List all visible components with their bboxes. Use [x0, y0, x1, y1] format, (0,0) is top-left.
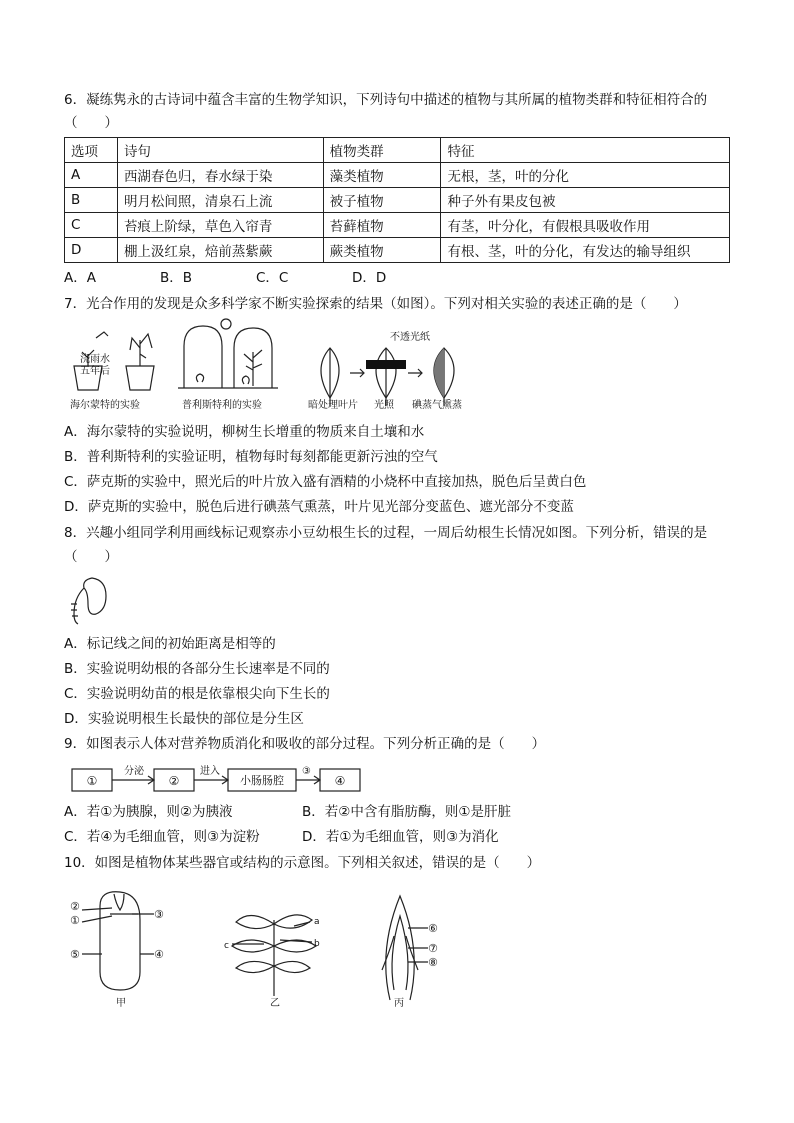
bud-inner-shape — [392, 916, 408, 990]
q9-option-d: D．若①为毛细血管，则③为消化 — [302, 829, 499, 845]
q7-option-a: A．海尔蒙特的实验说明，柳树生长增重的物质来自土壤和水 — [64, 424, 425, 440]
table-cell: 有根、茎，叶的分化，有发达的输导组织 — [441, 238, 730, 263]
q9-flow-diagram — [70, 762, 366, 796]
flow-arrow-3-label: ③ — [302, 766, 311, 777]
q9-option-b: B．若②中含有脂肪酶，则①是肝脏 — [302, 804, 511, 820]
large-willow-shape — [130, 334, 152, 366]
label-n1: ① — [70, 914, 80, 927]
q7-option-d: D．萨克斯的实验中，脱色后进行碘蒸气熏蒸，叶片见光部分变蓝色、遮光部分不变蓝 — [64, 499, 574, 515]
q7-option-c: C．萨克斯的实验中，照光后的叶片放入盛有酒精的小烧杯中直接加热，脱色后呈黄白色 — [64, 474, 587, 490]
flow-arrow-1-label: 分泌 — [124, 766, 144, 777]
q6-option-c: C．C — [256, 270, 289, 286]
table-cell: 无根，茎，叶的分化 — [441, 163, 730, 188]
label-n3: ③ — [154, 908, 164, 921]
q9-option-a: A．若①为胰腺，则②为胰液 — [64, 804, 233, 820]
plant-structures-illustration — [64, 880, 464, 1010]
q8-stem: 8．兴趣小组同学利用画线标记观察赤小豆幼根生长的过程，一周后幼根生长情况如图。下列分析，错误的是 — [64, 525, 708, 541]
table-cell: 有茎，叶分化，有假根具吸收作用 — [441, 213, 730, 238]
q7-stem: 7．光合作用的发现是众多科学家不断实验探索的结果（如图）。下列对相关实验的表述正确的是（ ） — [64, 296, 687, 312]
table-row — [65, 238, 730, 263]
flow-arrow-1 — [112, 776, 154, 784]
plant-in-jar-shape — [244, 350, 262, 386]
flow-box-1-label: ① — [86, 774, 98, 788]
q8-option-c: C．实验说明幼苗的根是依靠根尖向下生长的 — [64, 686, 330, 702]
bean-seed-shape — [84, 578, 106, 614]
q8-option-d: D．实验说明根生长最快的部位是分生区 — [64, 711, 304, 727]
table-row — [65, 213, 730, 238]
q8-option-b: B．实验说明幼根的各部分生长速率是不同的 — [64, 661, 330, 677]
q6-header-poem: 诗句 — [117, 138, 323, 163]
bean-root-illustration — [66, 574, 114, 626]
q6-header-group: 植物类群 — [323, 138, 441, 163]
label-water-2: 五年后 — [80, 366, 110, 377]
q8-answer-paren: （ ） — [64, 549, 118, 565]
flow-arrow-2 — [194, 776, 228, 784]
q8-figure — [66, 574, 114, 626]
seed-embryo-shape — [114, 894, 124, 910]
label-jia: 甲 — [116, 998, 126, 1009]
label-light: 光照 — [374, 400, 394, 411]
label-opaque-paper: 不透光纸 — [390, 332, 430, 343]
q6-option-a: A．A — [64, 270, 96, 286]
flow-box-3-label: 小肠肠腔 — [240, 774, 284, 787]
q7-option-b: B．普利斯特利的实验证明，植物每时每刻都能更新污浊的空气 — [64, 449, 438, 465]
q9-stem: 9．如图表示人体对营养物质消化和吸收的部分过程。下列分析正确的是（ ） — [64, 736, 546, 752]
label-iodine: 碘蒸气熏蒸 — [412, 400, 462, 411]
q6-header-feature: 特征 — [441, 138, 730, 163]
label-b: b — [314, 939, 320, 949]
label-helmont: 海尔蒙特的实验 — [70, 400, 140, 411]
flow-arrow-3 — [296, 776, 320, 784]
label-dark: 暗处理叶片 — [308, 400, 358, 411]
table-cell: 藻类植物 — [323, 163, 441, 188]
mouse-shape — [196, 374, 203, 382]
seed-leader-lines — [82, 908, 154, 954]
label-c: c — [224, 941, 229, 951]
label-n8: ⑧ — [428, 956, 438, 969]
label-n2: ② — [70, 900, 80, 913]
q10-figure — [64, 880, 464, 1010]
table-row — [65, 188, 730, 213]
table-row — [65, 163, 730, 188]
table-cell: C — [65, 213, 118, 238]
table-cell: 蕨类植物 — [323, 238, 441, 263]
q6-stem: 6．凝练隽永的古诗词中蕴含丰富的生物学知识，下列诗句中描述的植物与其所属的植物类群和特征相符合的 — [64, 92, 708, 108]
opaque-paper-strip — [366, 360, 406, 369]
photosynthesis-experiments-illustration — [68, 318, 470, 414]
flow-box-4-label: ④ — [334, 774, 346, 788]
flow-arrow-2-label: 进入 — [200, 766, 220, 777]
q9-option-c: C．若④为毛细血管，则③为淀粉 — [64, 829, 260, 845]
digestion-flow-illustration — [70, 762, 366, 796]
label-yi: 乙 — [270, 998, 280, 1009]
q6-table — [64, 137, 730, 263]
seedling-leaf-5 — [236, 961, 274, 972]
table-cell: 西湖春色归，春水绿于染 — [117, 163, 323, 188]
label-n6: ⑥ — [428, 922, 438, 935]
q10-stem: 10．如图是植物体某些器官或结构的示意图。下列相关叙述，错误的是（ ） — [64, 855, 541, 871]
flow-box-2-label: ② — [168, 774, 180, 788]
sun-shape — [221, 319, 231, 329]
table-cell: B — [65, 188, 118, 213]
table-cell: A — [65, 163, 118, 188]
q6-option-d: D．D — [352, 270, 387, 286]
seedling-leaf-2 — [274, 915, 312, 928]
label-n5: ⑤ — [70, 948, 80, 961]
q6-answer-paren: （ ） — [64, 115, 118, 131]
label-bing: 丙 — [394, 998, 404, 1009]
pot-after-shape — [126, 366, 154, 390]
label-n7: ⑦ — [428, 942, 438, 955]
seedling-leaf-3 — [232, 940, 274, 952]
table-cell: 苔藓植物 — [323, 213, 441, 238]
label-n4: ④ — [154, 948, 164, 961]
seed-jia-shape — [100, 892, 140, 990]
table-cell: 被子植物 — [323, 188, 441, 213]
seedling-leaf-6 — [274, 961, 310, 972]
table-cell: 种子外有果皮包被 — [441, 188, 730, 213]
label-water-1: 浇雨水 — [80, 354, 110, 365]
q6-table-header-row — [65, 138, 730, 163]
label-priestley: 普利斯特利的实验 — [182, 400, 262, 411]
watering-can-shape — [96, 332, 108, 338]
q6-option-b: B．B — [160, 270, 193, 286]
table-cell: 明月松间照，清泉石上流 — [117, 188, 323, 213]
q8-option-a: A．标记线之间的初始距离是相等的 — [64, 636, 276, 652]
table-cell: D — [65, 238, 118, 263]
table-cell: 苔痕上阶绿，草色入帘青 — [117, 213, 323, 238]
q7-figure — [68, 318, 470, 414]
seedling-leaf-1 — [236, 915, 274, 928]
label-a: a — [314, 917, 320, 927]
table-cell: 棚上汲红泉，焙前蒸紫蕨 — [117, 238, 323, 263]
root-shape — [74, 588, 84, 624]
q6-header-option: 选项 — [65, 138, 118, 163]
